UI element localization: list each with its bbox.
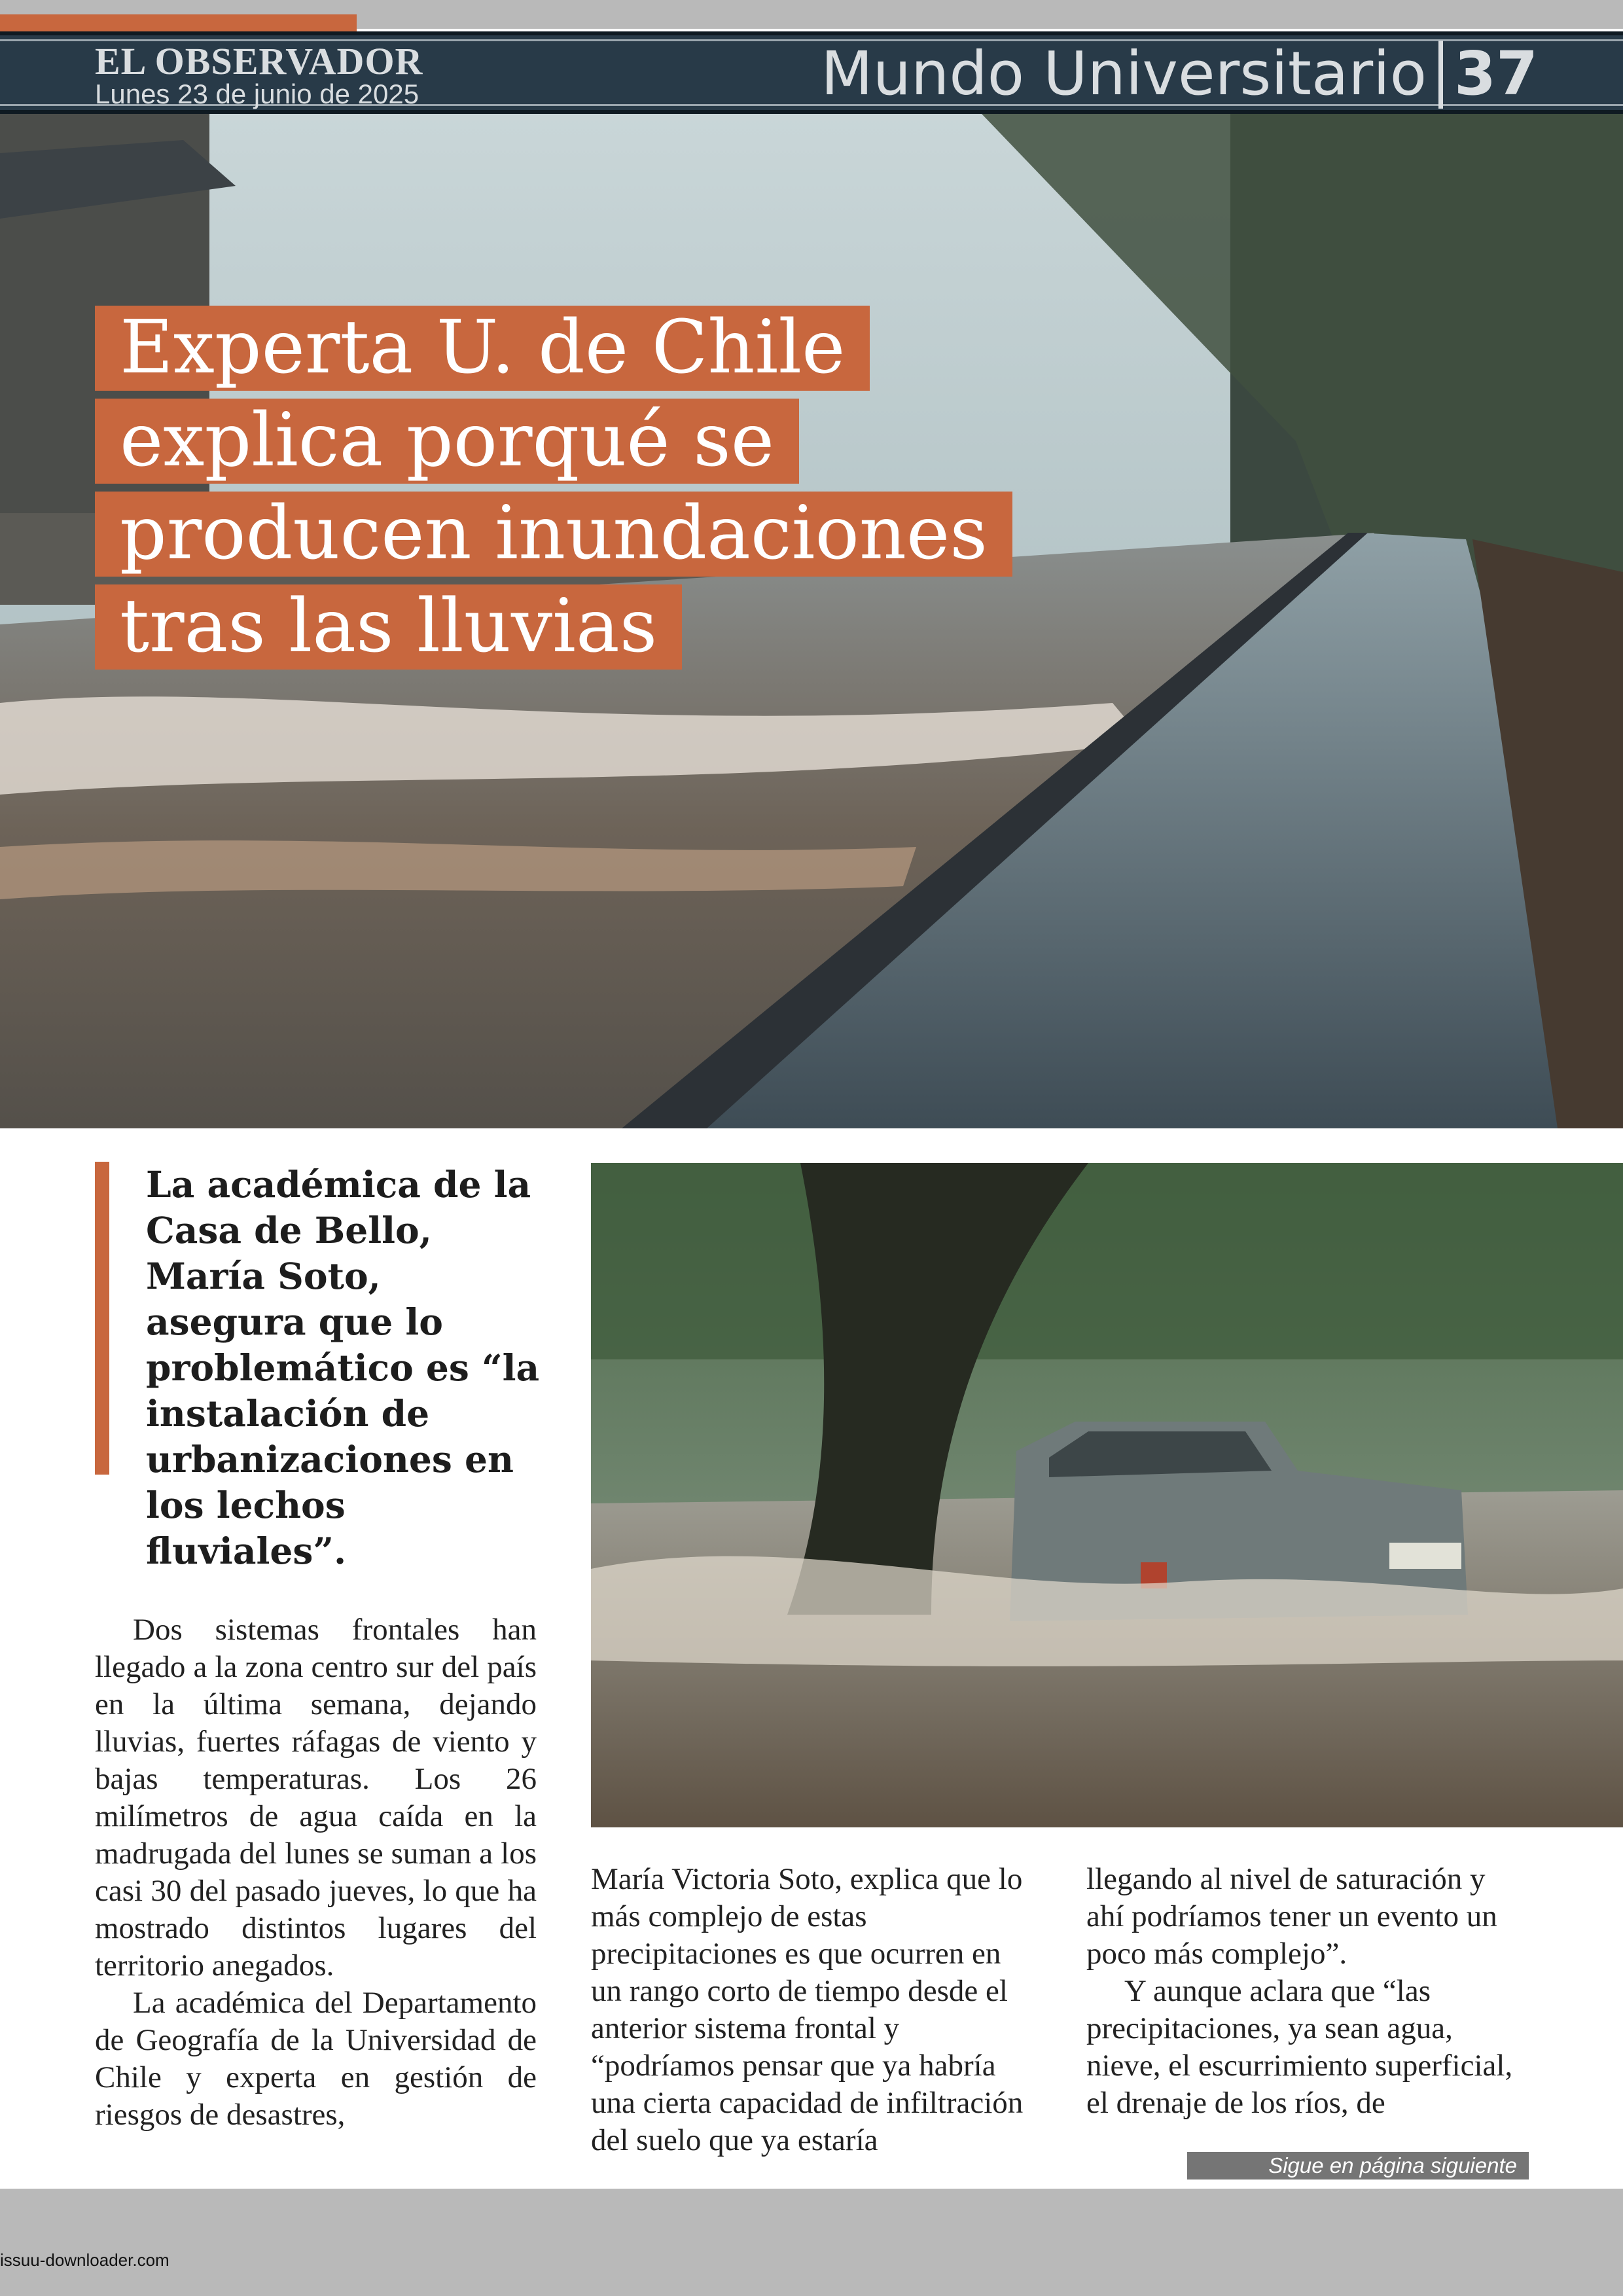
pull-quote-text: La académica de la Casa de Bello, María Soto, asegura que lo problemático es “la instalación de urbanizaciones en los lechos fluviales”. <box>146 1163 540 1572</box>
headline <box>95 306 1012 677</box>
page-header <box>0 31 1623 114</box>
paragraph: Dos sistemas frontales han llegado a la zona centro sur del país en la última semana, dejando lluvias, fuertes ráfagas de viento y bajas temperaturas. Los 26 milímetros de agua caída en la madrugada del lunes se suman a los casi 30 del pasado jueves, lo que ha mostrado distintos lugares del territorio anegados. <box>95 1613 537 1982</box>
top-accent-bar <box>0 14 357 31</box>
page-number: 37 <box>1454 39 1539 109</box>
newspaper-brand: EL OBSERVADOR <box>95 40 423 82</box>
article-column-2 <box>591 1861 1036 2159</box>
section-divider <box>1438 41 1443 109</box>
paragraph: Y aunque aclara que “las precipitaciones, ya sean agua, nieve, el escurrimiento superficial, el drenaje de los ríos, de <box>1086 1974 1513 2120</box>
headline-line-4: tras las lluvias <box>95 584 682 670</box>
watermark: issuu-downloader.com <box>0 2250 169 2270</box>
headline-line-3: producen inundaciones <box>95 492 1012 577</box>
article-column-1 <box>95 1611 537 2134</box>
pull-quote <box>95 1162 553 1572</box>
section-title: Mundo Universitario <box>821 39 1427 109</box>
hero-photo-flooded-street <box>0 114 1623 1128</box>
continue-next-page-tag: Sigue en página siguiente <box>1187 2152 1529 2179</box>
paragraph: María Victoria Soto, explica que lo más complejo de estas precipitaciones es que ocurren en un rango corto de tiempo desde el anterior sistema frontal y “podríamos pensar que ya habría una cierta capacidad de infiltración del suelo que ya estaría <box>591 1862 1024 2157</box>
photo-car-flooded-tree <box>591 1163 1623 1827</box>
headline-line-1: Experta U. de Chile <box>95 306 870 391</box>
paragraph: La académica del Departamento de Geografía de la Universidad de Chile y experta en gestión de riesgos de desastres, <box>95 1986 537 2132</box>
publication-date: Lunes 23 de junio de 2025 <box>95 79 419 109</box>
headline-line-2: explica porqué se <box>95 399 799 484</box>
article-column-3 <box>1086 1861 1529 2122</box>
car-flood-illustration <box>591 1163 1623 1827</box>
paragraph: llegando al nivel de saturación y ahí podríamos tener un evento un poco más complejo”. <box>1086 1862 1497 1971</box>
